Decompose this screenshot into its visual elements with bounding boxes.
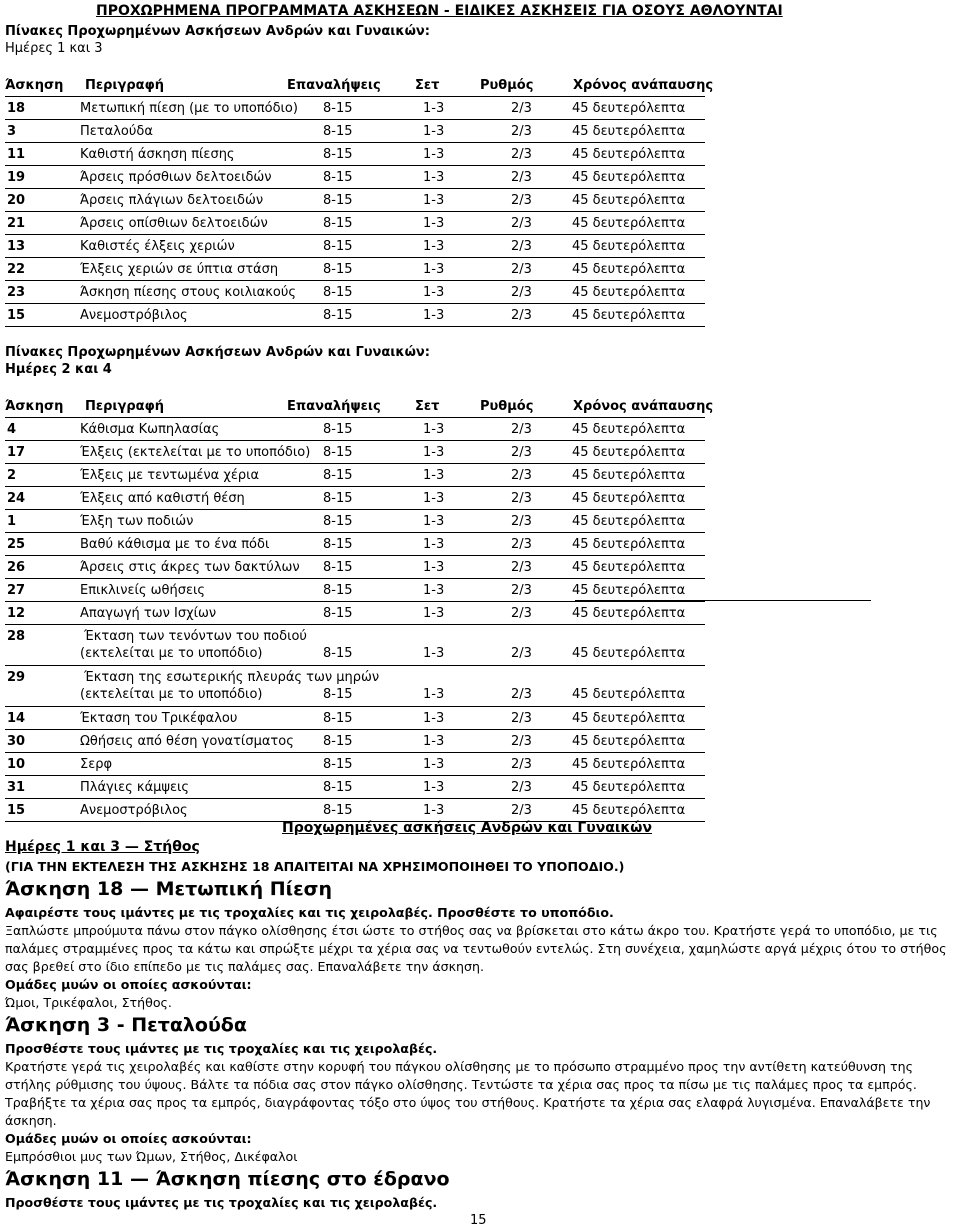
exercise-tempo: 2/3 bbox=[511, 262, 532, 277]
col-header-reps: Επαναλήψεις bbox=[287, 78, 381, 93]
exercise-number: 15 bbox=[7, 803, 26, 818]
table-row bbox=[5, 189, 705, 212]
exercise-description: Έκταση της εσωτερικής πλευράς των μηρών bbox=[84, 670, 380, 685]
exercise-reps: 8-15 bbox=[323, 285, 353, 300]
exercise-tempo: 2/3 bbox=[511, 124, 532, 139]
exercise-number: 4 bbox=[7, 422, 17, 437]
exercise-tempo: 2/3 bbox=[511, 170, 532, 185]
exercise-description: Καθιστές έλξεις χεριών bbox=[80, 239, 235, 254]
row-underline bbox=[575, 579, 871, 601]
exercise-description: Κάθισμα Κωπηλασίας bbox=[80, 422, 220, 437]
exercise-reps: 8-15 bbox=[323, 646, 353, 661]
exercise-tempo: 2/3 bbox=[511, 583, 532, 598]
exercise-reps: 8-15 bbox=[323, 491, 353, 506]
exercise-number: 18 bbox=[7, 101, 26, 116]
exercise-rest: 45 δευτερόλεπτα bbox=[572, 687, 686, 702]
exercise-number: 29 bbox=[7, 670, 26, 685]
exercise-rest: 45 δευτερόλεπτα bbox=[572, 780, 686, 795]
exercise-tempo: 2/3 bbox=[511, 711, 532, 726]
table-row bbox=[5, 579, 705, 602]
exercise-description: Πεταλούδα bbox=[80, 124, 153, 139]
exercise-tempo: 2/3 bbox=[511, 606, 532, 621]
exercise-rest: 45 δευτερόλεπτα bbox=[572, 757, 686, 772]
table-row bbox=[5, 602, 705, 625]
exercise-number: 12 bbox=[7, 606, 26, 621]
table-row bbox=[5, 120, 705, 143]
exercise-reps: 8-15 bbox=[323, 262, 353, 277]
exercise-rest: 45 δευτερόλεπτα bbox=[572, 468, 686, 483]
col-header-reps: Επαναλήψεις bbox=[287, 399, 381, 414]
exercise-sets: 1-3 bbox=[423, 124, 445, 139]
table-row bbox=[5, 166, 705, 189]
table-days-1-3 bbox=[5, 74, 714, 327]
exercise-rest: 45 δευτερόλεπτα bbox=[572, 239, 686, 254]
table-row bbox=[5, 533, 705, 556]
table-row bbox=[5, 730, 705, 753]
exercise-description: Ανεμοστρόβιλος bbox=[80, 308, 188, 323]
program-title: Προχωρημένες ασκήσεις Ανδρών και Γυναικών bbox=[282, 820, 653, 836]
exercise-reps: 8-15 bbox=[323, 216, 353, 231]
exercise-reps: 8-15 bbox=[323, 101, 353, 116]
exercise-number: 3 bbox=[7, 124, 17, 139]
exercise-description: Άρσεις οπίσθιων δελτοειδών bbox=[80, 216, 268, 231]
exercise-reps: 8-15 bbox=[323, 711, 353, 726]
exercise-sets: 1-3 bbox=[423, 285, 445, 300]
exercise-rest: 45 δευτερόλεπτα bbox=[572, 803, 686, 818]
exercise-reps: 8-15 bbox=[323, 170, 353, 185]
exercise-description: Έκταση των τενόντων του ποδιού bbox=[84, 629, 307, 644]
exercise-tempo: 2/3 bbox=[511, 734, 532, 749]
exercise-description: Μετωπική πίεση (με το υποπόδιο) bbox=[80, 101, 298, 116]
exercise-description: Άρσεις πρόσθιων δελτοειδών bbox=[80, 170, 272, 185]
exercise-rest: 45 δευτερόλεπτα bbox=[572, 216, 686, 231]
table-row bbox=[5, 487, 705, 510]
exercise-tempo: 2/3 bbox=[511, 285, 532, 300]
exercise-description: Έλξεις (εκτελείται με το υποπόδιο) bbox=[80, 445, 311, 460]
exercise-sets: 1-3 bbox=[423, 216, 445, 231]
exercise-sets: 1-3 bbox=[423, 193, 445, 208]
exercise-18-body: Ξαπλώστε μπρούμυτα πάνω στον πάγκο ολίσθησης έτσι ώστε το στήθος σας να βρίσκεται στο κάτω άκρο του. Κρατήστε γερά το υποπόδιο, με τις παλάμες στραμμένες προς τα κάτω και σπρώξτε μέχρι τα χέρια σας να τεντωθούν εντελώς. Στη συνέχεια, χαμηλώστε αργά μέχρις ότου το στήθος σας βρεθεί στο ίδιο επίπεδο με τις παλάμες σας. Επαναλάβετε την άσκηση. bbox=[5, 923, 947, 974]
col-header-description: Περιγραφή bbox=[85, 399, 165, 414]
exercise-rest: 45 δευτερόλεπτα bbox=[572, 193, 686, 208]
exercise-reps: 8-15 bbox=[323, 757, 353, 772]
exercise-number: 22 bbox=[7, 262, 26, 277]
exercise-number: 23 bbox=[7, 285, 26, 300]
program-days-heading: Ημέρες 1 και 3 — Στήθος bbox=[5, 839, 200, 855]
table-row bbox=[5, 799, 705, 822]
table-row bbox=[5, 143, 705, 166]
exercise-number: 30 bbox=[7, 734, 26, 749]
exercise-tempo: 2/3 bbox=[511, 780, 532, 795]
exercise-description: Απαγωγή των Ισχίων bbox=[80, 606, 217, 621]
document-title: ΠΡΟΧΩΡΗΜΕΝΑ ΠΡΟΓΡΑΜΜΑΤΑ ΑΣΚΗΣΕΩΝ - ΕΙΔΙΚΕΣ ΑΣΚΗΣΕΙΣ ΓΙΑ ΟΣΟΥΣ ΑΘΛΟΥΝΤΑΙ bbox=[96, 3, 783, 19]
exercise-number: 14 bbox=[7, 711, 26, 726]
exercise-sets: 1-3 bbox=[423, 606, 445, 621]
section2-heading: Πίνακες Προχωρημένων Ασκήσεων Ανδρών και Γυναικών: bbox=[5, 345, 430, 360]
exercise-3-muscles: Εμπρόσθιοι μυς των Ώμων, Στήθος, Δικέφαλοι bbox=[5, 1149, 298, 1164]
exercise-sets: 1-3 bbox=[423, 491, 445, 506]
program-note: (ΓΙΑ ΤΗΝ ΕΚΤΕΛΕΣΗ ΤΗΣ ΑΣΚΗΣΗΣ 18 ΑΠΑΙΤΕΙΤΑΙ ΝΑ ΧΡΗΣΙΜΟΠΟΙΗΘΕΙ ΤΟ ΥΠΟΠΟΔΙΟ.) bbox=[5, 859, 625, 874]
exercise-sets: 1-3 bbox=[423, 262, 445, 277]
exercise-reps: 8-15 bbox=[323, 560, 353, 575]
exercise-description: Επικλινείς ωθήσεις bbox=[80, 583, 206, 598]
exercise-reps: 8-15 bbox=[323, 687, 353, 702]
table-row bbox=[5, 753, 705, 776]
exercise-description: Άρσεις πλάγιων δελτοειδών bbox=[80, 193, 264, 208]
exercise-number: 19 bbox=[7, 170, 26, 185]
exercise-tempo: 2/3 bbox=[511, 803, 532, 818]
exercise-sets: 1-3 bbox=[423, 514, 445, 529]
col-header-description: Περιγραφή bbox=[85, 78, 165, 93]
exercise-sets: 1-3 bbox=[423, 537, 445, 552]
table-row bbox=[5, 258, 705, 281]
exercise-sets: 1-3 bbox=[423, 445, 445, 460]
exercise-reps: 8-15 bbox=[323, 124, 353, 139]
exercise-number: 21 bbox=[7, 216, 26, 231]
exercise-tempo: 2/3 bbox=[511, 308, 532, 323]
exercise-reps: 8-15 bbox=[323, 514, 353, 529]
exercise-tempo: 2/3 bbox=[511, 422, 532, 437]
exercise-reps: 8-15 bbox=[323, 780, 353, 795]
col-header-rest: Χρόνος ανάπαυσης bbox=[573, 78, 714, 93]
exercise-tempo: 2/3 bbox=[511, 757, 532, 772]
exercise-number: 26 bbox=[7, 560, 26, 575]
exercise-18-setup: Αφαιρέστε τους ιμάντες με τις τροχαλίες και τις χειρολαβές. Προσθέστε το υποπόδιο. bbox=[5, 905, 614, 920]
exercise-rest: 45 δευτερόλεπτα bbox=[572, 262, 686, 277]
exercise-number: 13 bbox=[7, 239, 26, 254]
exercise-reps: 8-15 bbox=[323, 445, 353, 460]
exercise-number: 28 bbox=[7, 629, 26, 644]
exercise-number: 1 bbox=[7, 514, 17, 529]
exercise-sets: 1-3 bbox=[423, 422, 445, 437]
table-days-2-4 bbox=[5, 395, 714, 822]
table-row bbox=[5, 625, 705, 666]
exercise-sets: 1-3 bbox=[423, 101, 445, 116]
exercise-sets: 1-3 bbox=[423, 687, 445, 702]
col-header-sets: Σετ bbox=[415, 399, 440, 414]
exercise-description: Έκταση του Τρικέφαλου bbox=[80, 711, 238, 726]
exercise-tempo: 2/3 bbox=[511, 514, 532, 529]
exercise-description: Άσκηση πίεσης στους κοιλιακούς bbox=[80, 285, 296, 300]
exercise-description: Έλξη των ποδιών bbox=[80, 514, 194, 529]
col-header-exercise: Άσκηση bbox=[5, 78, 64, 93]
exercise-sets: 1-3 bbox=[423, 583, 445, 598]
exercise-number: 24 bbox=[7, 491, 26, 506]
exercise-reps: 8-15 bbox=[323, 537, 353, 552]
exercise-number: 11 bbox=[7, 147, 26, 162]
exercise-description: Ωθήσεις από θέση γονατίσματος bbox=[80, 734, 294, 749]
page-number: 15 bbox=[470, 1213, 487, 1228]
exercise-reps: 8-15 bbox=[323, 239, 353, 254]
exercise-number: 17 bbox=[7, 445, 26, 460]
section1-heading: Πίνακες Προχωρημένων Ασκήσεων Ανδρών και Γυναικών: bbox=[5, 24, 430, 39]
exercise-rest: 45 δευτερόλεπτα bbox=[572, 147, 686, 162]
table-header-row bbox=[5, 395, 714, 418]
exercise-number: 15 bbox=[7, 308, 26, 323]
exercise-18-title: Άσκηση 18 — Μετωπική Πίεση bbox=[5, 878, 332, 900]
section2-days: Ημέρες 2 και 4 bbox=[5, 362, 112, 377]
exercise-number: 25 bbox=[7, 537, 26, 552]
exercise-rest: 45 δευτερόλεπτα bbox=[572, 170, 686, 185]
exercise-tempo: 2/3 bbox=[511, 101, 532, 116]
exercise-3-body: Κρατήστε γερά τις χειρολαβές και καθίστε στην κορυφή του πάγκου ολίσθησης με το πρόσωπο στραμμένο προς την αντίθετη κατεύθυνση της στήλης ρύθμισης του ύψους. Βάλτε τα πόδια σας στον πάγκο ολίσθησης. Τεντώστε τα χέρια σας προς τα πίσω με τις παλάμες προς τα εμπρός. Τραβήξτε τα χέρια σας προς τα εμπρός, διαγράφοντας τόξο στο ύψος του στήθους. Κρατήστε τα χέρια σας ελαφρά λυγισμένα. Επαναλάβετε την άσκηση. bbox=[5, 1059, 931, 1128]
exercise-18-muscles-label: Ομάδες μυών οι οποίες ασκούνται: bbox=[5, 977, 252, 992]
exercise-description: Βαθύ κάθισμα με το ένα πόδι bbox=[80, 537, 270, 552]
exercise-sets: 1-3 bbox=[423, 757, 445, 772]
table-row bbox=[5, 776, 705, 799]
exercise-description: Άρσεις στις άκρες των δακτύλων bbox=[80, 560, 300, 575]
exercise-sets: 1-3 bbox=[423, 170, 445, 185]
exercise-description: Έλξεις με τεντωμένα χέρια bbox=[80, 468, 260, 483]
table-row bbox=[5, 441, 705, 464]
exercise-tempo: 2/3 bbox=[511, 468, 532, 483]
exercise-tempo: 2/3 bbox=[511, 537, 532, 552]
exercise-11-title: Άσκηση 11 — Άσκηση πίεσης στο έδρανο bbox=[5, 1168, 450, 1190]
exercise-reps: 8-15 bbox=[323, 147, 353, 162]
exercise-reps: 8-15 bbox=[323, 193, 353, 208]
exercise-tempo: 2/3 bbox=[511, 491, 532, 506]
exercise-18-muscles: Ώμοι, Τρικέφαλοι, Στήθος. bbox=[5, 995, 172, 1010]
exercise-reps: 8-15 bbox=[323, 468, 353, 483]
exercise-number: 10 bbox=[7, 757, 26, 772]
exercise-number: 2 bbox=[7, 468, 17, 483]
col-header-exercise: Άσκηση bbox=[5, 399, 64, 414]
exercise-rest: 45 δευτερόλεπτα bbox=[572, 646, 686, 661]
exercise-description: Έλξεις από καθιστή θέση bbox=[80, 491, 245, 506]
exercise-sets: 1-3 bbox=[423, 468, 445, 483]
exercise-reps: 8-15 bbox=[323, 422, 353, 437]
exercise-sets: 1-3 bbox=[423, 711, 445, 726]
exercise-sets: 1-3 bbox=[423, 646, 445, 661]
exercise-sets: 1-3 bbox=[423, 780, 445, 795]
table-row bbox=[5, 212, 705, 235]
exercise-sets: 1-3 bbox=[423, 147, 445, 162]
exercise-description: Έλξεις χεριών σε ύπτια στάση bbox=[80, 262, 279, 277]
table-row bbox=[5, 304, 705, 327]
table-header-row bbox=[5, 74, 714, 97]
exercise-description: Σερφ bbox=[80, 757, 113, 772]
col-header-tempo: Ρυθμός bbox=[480, 78, 534, 93]
exercise-number: 31 bbox=[7, 780, 26, 795]
exercise-description: Καθιστή άσκηση πίεσης bbox=[80, 147, 235, 162]
exercise-rest: 45 δευτερόλεπτα bbox=[572, 308, 686, 323]
exercise-reps: 8-15 bbox=[323, 583, 353, 598]
table-row bbox=[5, 418, 705, 441]
exercise-tempo: 2/3 bbox=[511, 216, 532, 231]
exercise-rest: 45 δευτερόλεπτα bbox=[572, 734, 686, 749]
table-row bbox=[5, 666, 705, 707]
exercise-sets: 1-3 bbox=[423, 734, 445, 749]
col-header-sets: Σετ bbox=[415, 78, 440, 93]
exercise-rest: 45 δευτερόλεπτα bbox=[572, 422, 686, 437]
exercise-rest: 45 δευτερόλεπτα bbox=[572, 124, 686, 139]
exercise-rest: 45 δευτερόλεπτα bbox=[572, 583, 686, 598]
exercise-sets: 1-3 bbox=[423, 803, 445, 818]
exercise-description-line2: (εκτελείται με το υποπόδιο) bbox=[80, 687, 263, 702]
exercise-reps: 8-15 bbox=[323, 308, 353, 323]
exercise-rest: 45 δευτερόλεπτα bbox=[572, 711, 686, 726]
exercise-number: 20 bbox=[7, 193, 26, 208]
exercise-number: 27 bbox=[7, 583, 26, 598]
exercise-rest: 45 δευτερόλεπτα bbox=[572, 606, 686, 621]
exercise-11-setup: Προσθέστε τους ιμάντες με τις τροχαλίες και τις χειρολαβές. bbox=[5, 1195, 438, 1210]
table-row bbox=[5, 707, 705, 730]
exercise-sets: 1-3 bbox=[423, 560, 445, 575]
table-row bbox=[5, 556, 705, 579]
exercise-tempo: 2/3 bbox=[511, 445, 532, 460]
table-row bbox=[5, 97, 705, 120]
exercise-rest: 45 δευτερόλεπτα bbox=[572, 445, 686, 460]
exercise-rest: 45 δευτερόλεπτα bbox=[572, 514, 686, 529]
col-header-tempo: Ρυθμός bbox=[480, 399, 534, 414]
exercise-3-title: Άσκηση 3 - Πεταλούδα bbox=[5, 1014, 247, 1036]
col-header-rest: Χρόνος ανάπαυσης bbox=[573, 399, 714, 414]
table-row bbox=[5, 510, 705, 533]
exercise-reps: 8-15 bbox=[323, 803, 353, 818]
exercise-sets: 1-3 bbox=[423, 308, 445, 323]
exercise-rest: 45 δευτερόλεπτα bbox=[572, 101, 686, 116]
exercise-tempo: 2/3 bbox=[511, 147, 532, 162]
exercise-rest: 45 δευτερόλεπτα bbox=[572, 491, 686, 506]
exercise-tempo: 2/3 bbox=[511, 239, 532, 254]
exercise-3-setup: Προσθέστε τους ιμάντες με τις τροχαλίες και τις χειρολαβές. bbox=[5, 1041, 438, 1056]
exercise-tempo: 2/3 bbox=[511, 687, 532, 702]
exercise-description-line2: (εκτελείται με το υποπόδιο) bbox=[80, 646, 263, 661]
exercise-rest: 45 δευτερόλεπτα bbox=[572, 537, 686, 552]
exercise-tempo: 2/3 bbox=[511, 646, 532, 661]
exercise-description: Πλάγιες κάμψεις bbox=[80, 780, 190, 795]
exercise-rest: 45 δευτερόλεπτα bbox=[572, 560, 686, 575]
exercise-sets: 1-3 bbox=[423, 239, 445, 254]
exercise-reps: 8-15 bbox=[323, 734, 353, 749]
table-row bbox=[5, 281, 705, 304]
section1-days: Ημέρες 1 και 3 bbox=[5, 41, 103, 56]
exercise-tempo: 2/3 bbox=[511, 193, 532, 208]
exercise-description: Ανεμοστρόβιλος bbox=[80, 803, 188, 818]
table-row bbox=[5, 235, 705, 258]
table-row bbox=[5, 464, 705, 487]
exercise-rest: 45 δευτερόλεπτα bbox=[572, 285, 686, 300]
exercise-tempo: 2/3 bbox=[511, 560, 532, 575]
exercise-3-muscles-label: Ομάδες μυών οι οποίες ασκούνται: bbox=[5, 1131, 252, 1146]
exercise-reps: 8-15 bbox=[323, 606, 353, 621]
